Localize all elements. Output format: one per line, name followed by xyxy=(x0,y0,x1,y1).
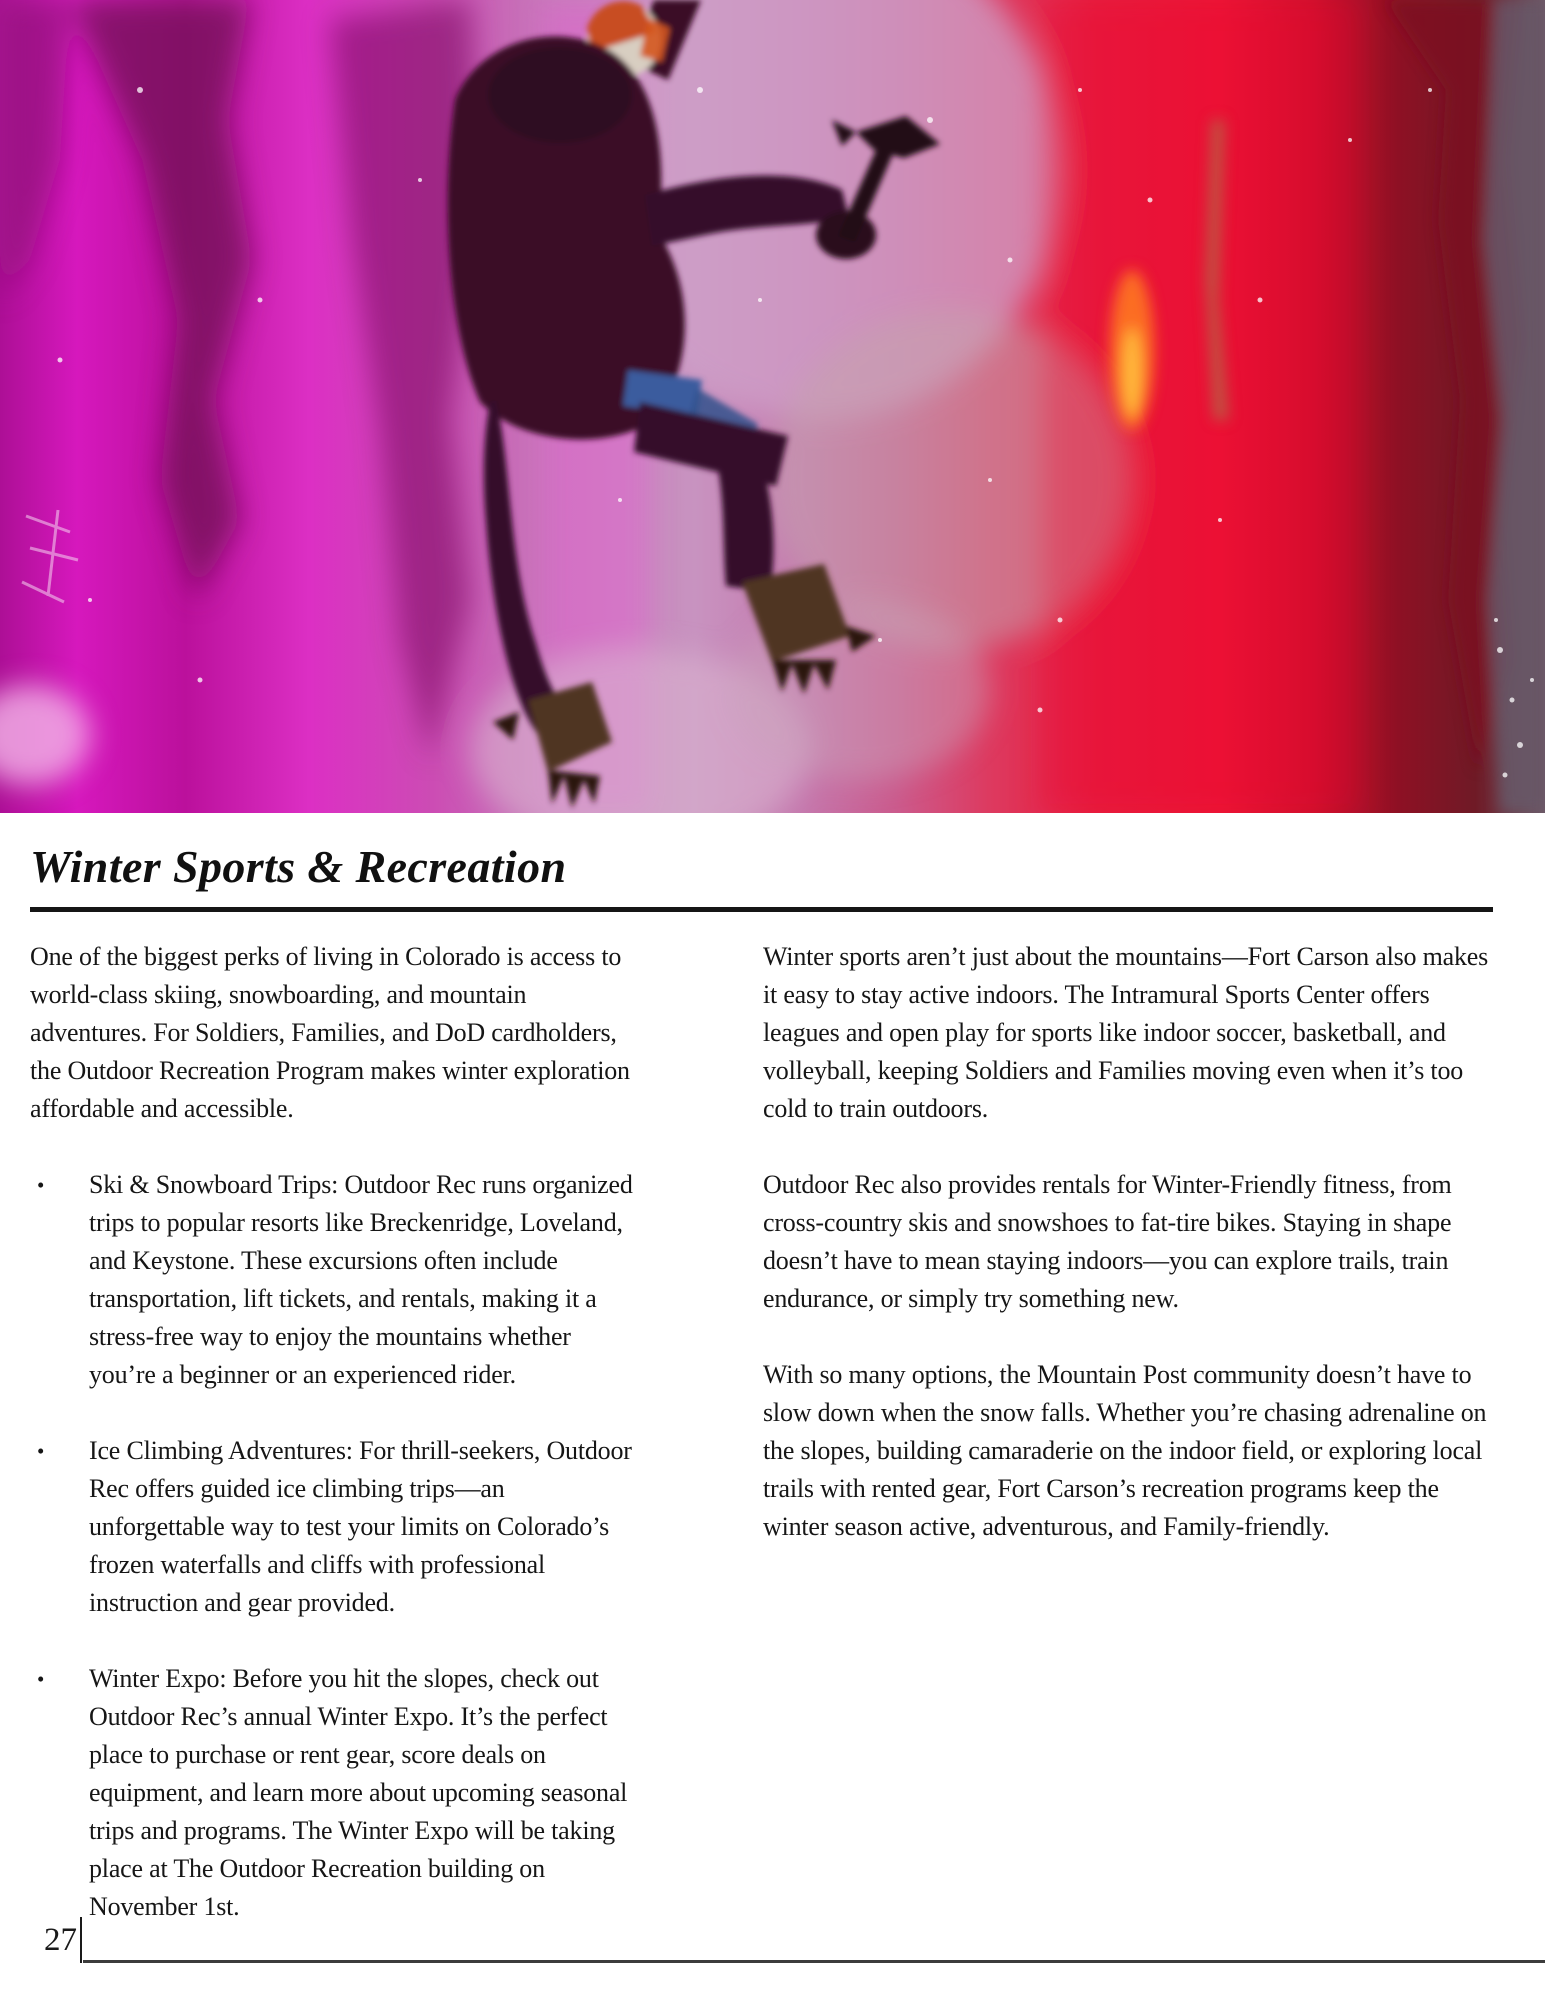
hero-photo xyxy=(0,0,1545,813)
page-number: 27 xyxy=(44,1922,77,1958)
paragraph-winter-fitness-rentals: Outdoor Rec also provides rentals for Winter-Friendly fitness, from cross-country skis and snowshoes to fat-tire bikes. Staying in shape doesn’t have to mean staying indoors—you can explore trails, train endurance, or simply try something new. xyxy=(763,1170,1452,1314)
page-number-divider xyxy=(80,1917,82,1963)
page-title: Winter Sports & Recreation xyxy=(30,841,567,892)
bullet-text: Ski & Snowboard Trips: Outdoor Rec runs organized trips to popular resorts like Breckenridge, Loveland, and Keystone. These excursions often include transportation, lift tickets, and rentals, making it a stress-free way to enjoy the mountains whether you’re a beginner or an experienced rider. xyxy=(89,1170,633,1390)
article-body xyxy=(30,813,1493,1964)
bullet-marker: • xyxy=(37,1439,45,1464)
program-bullet-list xyxy=(30,1166,640,1926)
bullet-item-ice-climbing-adventures xyxy=(30,1432,640,1622)
footer-rule xyxy=(83,1960,1545,1963)
paragraph-mountain-post-community: With so many options, the Mountain Post community doesn’t have to slow down when the snow falls. Whether you’re chasing adrenaline on the slopes, building camaraderie on the indoor field, or exploring local trails with rented gear, Fort Carson’s recreation programs keep the winter season active, adventurous, and Family-friendly. xyxy=(763,1360,1487,1542)
title-rule xyxy=(30,907,1493,912)
bullet-text: Ice Climbing Adventures: For thrill-seekers, Outdoor Rec offers guided ice climbing trips—an unforgettable way to test your limits on Colorado’s frozen waterfalls and cliffs with professional instruction and gear provided. xyxy=(89,1436,632,1618)
bullet-marker: • xyxy=(37,1173,45,1198)
bullet-item-winter-expo xyxy=(30,1660,640,1926)
bullet-marker: • xyxy=(37,1667,45,1692)
paragraph-indoor-sports: Winter sports aren’t just about the mountains—Fort Carson also makes it easy to stay active indoors. The Intramural Sports Center offers leagues and open play for sports like indoor soccer, basketball, and volleyball, keeping Soldiers and Families moving even when it’s too cold to train outdoors. xyxy=(763,942,1489,1124)
bullet-item-ski-snowboard-trips xyxy=(30,1166,640,1394)
two-column-layout xyxy=(30,938,1493,1964)
intro-paragraph: One of the biggest perks of living in Colorado is access to world-class skiing, snowboarding, and mountain adventures. For Soldiers, Families, and DoD cardholders, the Outdoor Recreation Program makes winter exploration affordable and accessible. xyxy=(30,942,630,1124)
bullet-text: Winter Expo: Before you hit the slopes, check out Outdoor Rec’s annual Winter Expo. It’s the perfect place to purchase or rent gear, score deals on equipment, and learn more about upcoming seasonal trips and programs. The Winter Expo will be taking place at The Outdoor Recreation building on November 1st. xyxy=(89,1664,628,1922)
right-column xyxy=(763,938,1490,1964)
left-column xyxy=(30,938,640,1964)
